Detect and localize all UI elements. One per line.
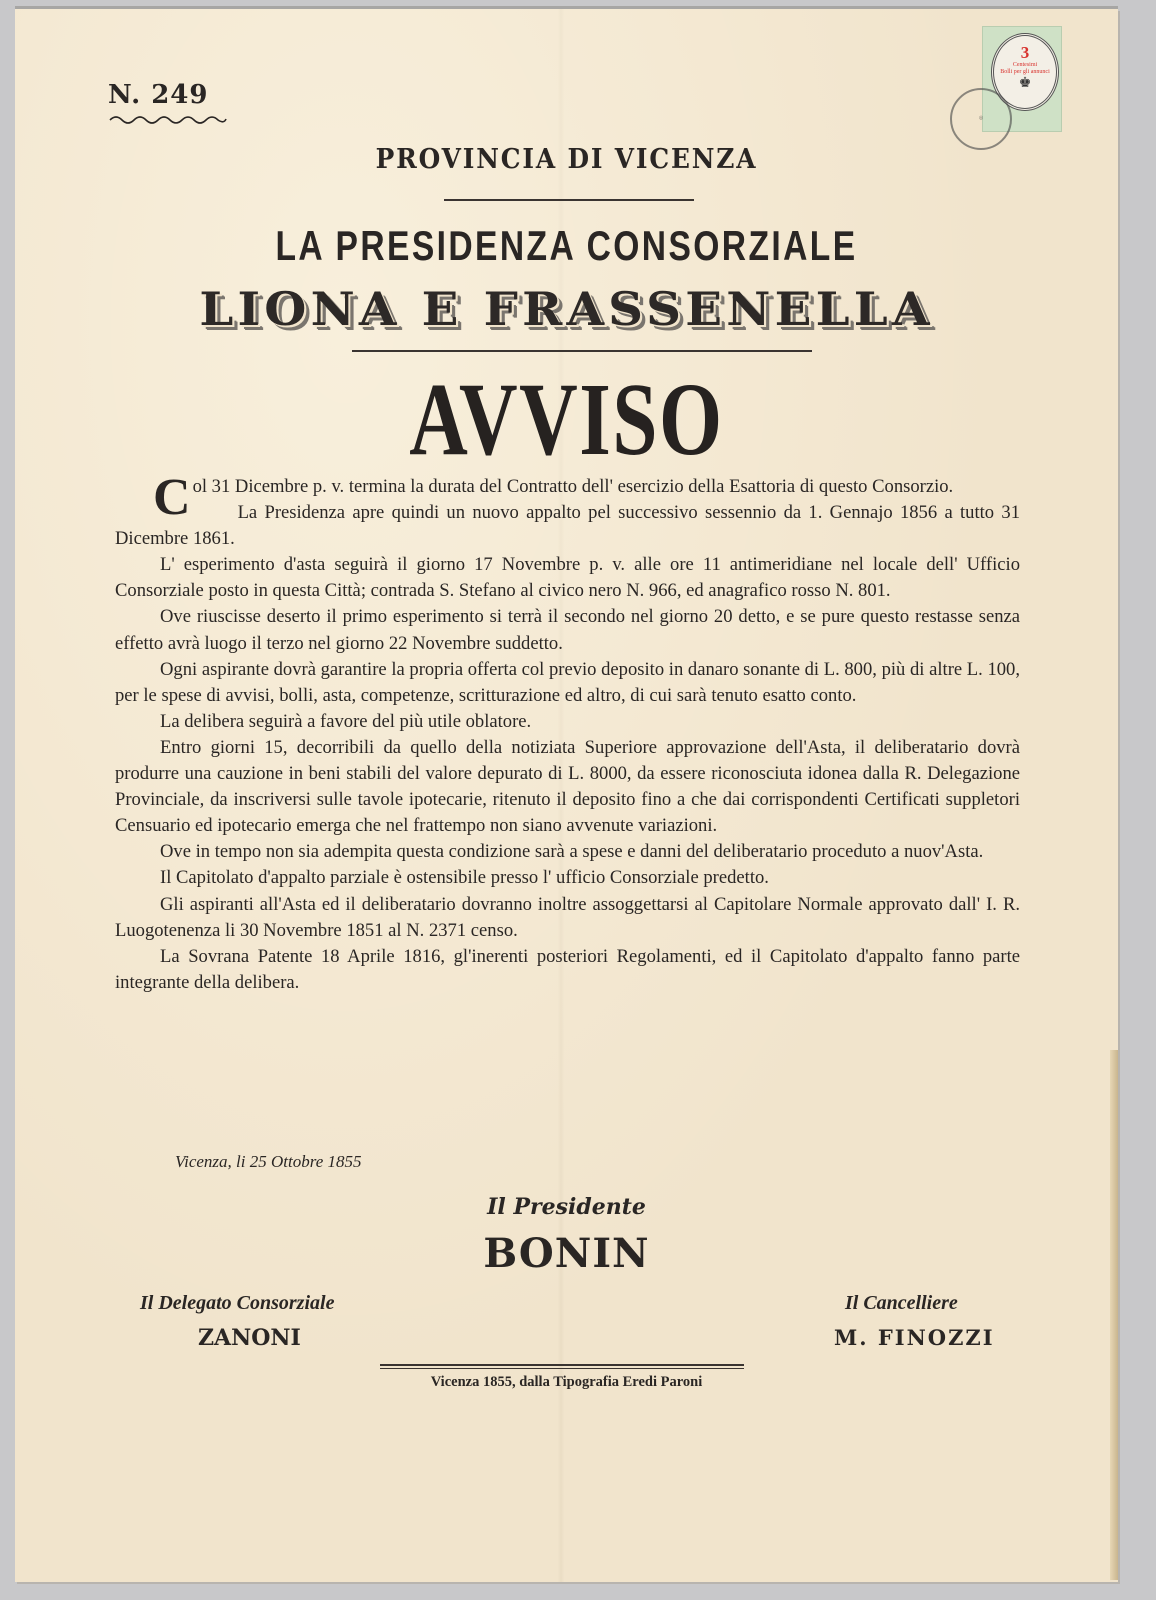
stamp-value: 3 — [1020, 43, 1030, 62]
divider — [380, 1368, 744, 1369]
paragraph: L' esperimento d'asta seguirà il giorno 17 Novembre p. v. alle ore 11 antimeridiane nel locale dell' Ufficio Consorziale posto in questa Città; contrada S. Stefano al civico nero N. 966, ed anagrafico rosso N. 801. — [115, 554, 1020, 602]
drop-cap: C — [153, 469, 191, 526]
notice-body — [115, 469, 1020, 996]
chancellor-label: Il Cancelliere — [845, 1292, 958, 1314]
issue-date: Vicenza, li 25 Ottobre 1855 — [175, 1152, 362, 1171]
notice-title: AVVISO — [409, 362, 724, 477]
postmark-seal-icon: ◎ — [950, 88, 1012, 150]
paragraph: La Sovrana Patente 18 Aprile 1816, gl'inerenti posteriori Regolamenti, ed il Capitolato d'appalto fanno parte integrante della delibera. — [115, 945, 1020, 993]
paragraph: Ove in tempo non sia adempita questa condizione sarà a spese e danni del deliberatario proceduto a nuov'Asta. — [160, 841, 984, 863]
document-number: N. 249 — [108, 80, 209, 110]
paragraph: Entro giorni 15, decorribili da quello della notiziata Superiore approvazione dell'Asta, il deliberatario dovrà produrre una cauzione in beni stabili del valore depurato di L. 8000, da essere riconosciuta idonea dalla R. Delegazione Provinciale, da inscriversi sulle tavole ipotecarie, ritenuto il deposito fino a che dai corrispondenti Certificati suppletori Censuario ed ipotecario emerga che nel frattempo non siano avvenute variazioni. — [115, 736, 1020, 837]
paragraph: Col 31 Dicembre p. v. termina la durata del Contratto dell' esercizio della Esattoria di questo Consorzio. — [153, 469, 954, 526]
president-label: Il Presidente — [487, 1194, 646, 1220]
province-heading: PROVINCIA DI VICENZA — [375, 144, 758, 175]
divider — [444, 199, 694, 201]
torn-edge — [1110, 1050, 1118, 1580]
divider — [352, 350, 812, 352]
divider — [380, 1364, 744, 1366]
flourish-ornament — [108, 114, 228, 126]
delegate-name: ZANONI — [198, 1325, 301, 1351]
consortium-heading: LIONA E FRASSENELLA — [199, 282, 934, 336]
eagle-icon: ♚ — [1018, 76, 1032, 91]
paragraph: La delibera seguirà a favore del più utile oblatore. — [160, 710, 532, 732]
authority-heading: LA PRESIDENZA CONSORZIALE — [275, 222, 858, 269]
paragraph: La Presidenza apre quindi un nuovo appalto pel successivo sessennio da 1. Gennajo 1856 a tutto 31 Dicembre 1861. — [115, 502, 1020, 550]
paragraph: Gli aspiranti all'Asta ed il deliberatario dovranno inoltre assoggettarsi al Capitolare Normale approvato dall' I. R. Luogotenenza li 30 Novembre 1851 al N. 2371 censo. — [115, 893, 1020, 941]
paragraph: Ogni aspirante dovrà garantire la propria offerta col previo deposito in danaro sonante di L. 800, più di altre L. 100, per le spese di avvisi, bolli, asta, competenze, scritturazione ed altro, di cui sarà tenuto esatto conto. — [115, 658, 1020, 706]
delegate-label: Il Delegato Consorziale — [140, 1292, 335, 1314]
paragraph: Il Capitolato d'appalto parziale è ostensibile presso l' ufficio Consorziale predetto. — [160, 867, 769, 889]
president-name: BONIN — [483, 1230, 650, 1277]
printer-imprint: Vicenza 1855, dalla Tipografia Eredi Paroni — [430, 1374, 703, 1390]
stamp-note: Bolli per gli annunci — [1000, 69, 1050, 75]
stamp-unit: Centesimi — [1012, 62, 1038, 68]
chancellor-name: M. FINOZZI — [834, 1325, 995, 1350]
paragraph: Ove riuscisse deserto il primo esperimento si terrà il secondo nel giorno 20 detto, e se pure questo restasse senza effetto avrà luogo il terzo nel giorno 22 Novembre suddetto. — [115, 606, 1020, 654]
